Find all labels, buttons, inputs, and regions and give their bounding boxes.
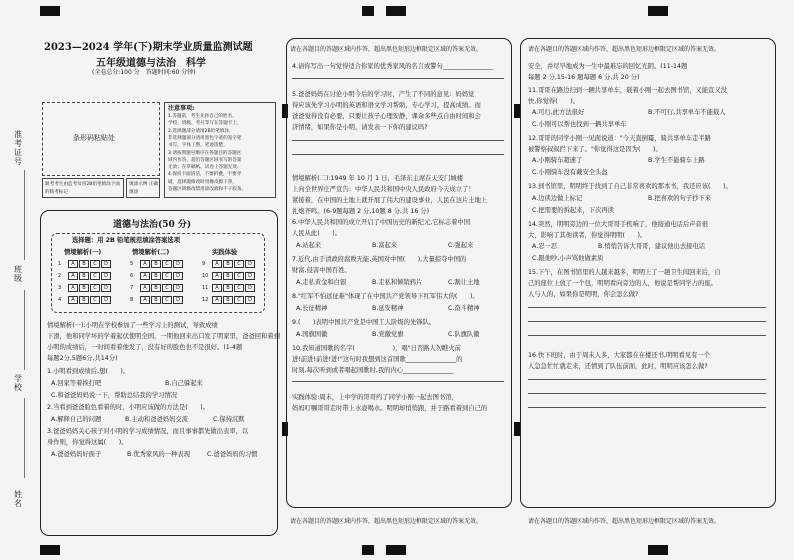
option-bubble[interactable]: C	[162, 284, 172, 292]
option-bubble[interactable]: A	[68, 260, 78, 268]
answer-area-notice: 请在各题目的答题区域内作答，超出黑色矩形边框限定区域的答案无效。	[290, 46, 483, 53]
question-number: 3	[58, 285, 62, 291]
option: C.跟他吵,小声骂他做素质	[532, 255, 604, 262]
choice-row[interactable]	[58, 296, 112, 304]
option-bubble[interactable]: C	[234, 272, 244, 280]
option: A.站起来	[296, 242, 322, 249]
note-line: 3.请按照题号顺序在各题目的答题区	[168, 150, 242, 156]
option-bubble[interactable]: D	[101, 272, 111, 280]
scenario-text: 每题2分,5题6分,共14分)	[47, 355, 118, 362]
exam-meta: (全卷总分:100 分 答题时间:60 分钟)	[92, 69, 196, 76]
option: B.走私和倾销鸦片	[372, 279, 423, 286]
scenario-text: 下滑，他和同学坏的学着起伏使明全国，一期他回来出口发了明家里，爸爸回和着到	[47, 333, 280, 340]
question-2: 2.当看到爸爸脸色看着的时，小明应该做的方法是( )。	[47, 404, 210, 411]
scenario-text: 妈妈叮嘱哥哥走时带上水壶喝水。明明却悄悄跟，并于路看着到自己的	[292, 405, 488, 412]
option-bubble[interactable]: A	[212, 260, 222, 268]
question-11: 快,你觉得( )。	[528, 98, 579, 105]
option: C.队旗队徽	[448, 331, 480, 338]
question-number: 11	[202, 285, 209, 291]
choice-row[interactable]	[202, 260, 256, 268]
answer-area-notice: 请在各题目的答题区域内作答，超出黑色矩形边框限定区域的答案无效。	[528, 46, 721, 53]
choice-row[interactable]	[130, 272, 184, 280]
option: B.主动和爸爸妈妈交流	[125, 416, 188, 423]
answer-line[interactable]	[292, 154, 504, 155]
option-bubble[interactable]: B	[151, 296, 161, 304]
question-12: 被警察叔叔拦下来了。"你觉得这是因为( )。	[528, 146, 662, 153]
option: A.国旗国徽	[296, 331, 328, 338]
question-4: 4.请你写出一句觉得适合你家的优秀家风的名言或警句________________	[292, 63, 494, 70]
option-bubble[interactable]: B	[79, 296, 89, 304]
question-5: 济情绪，如果你是小明，请发表一下你的建议吗?	[292, 124, 428, 131]
choice-row[interactable]	[58, 272, 112, 280]
option-bubble[interactable]: C	[162, 296, 172, 304]
option-bubble[interactable]: B	[223, 296, 233, 304]
absent-mark-area[interactable]: 缺考考生由监考员用2B铅笔填涂下面的缺考标记	[42, 178, 124, 198]
option-bubble[interactable]: B	[223, 260, 233, 268]
question-number: 6	[130, 273, 134, 279]
option-bubble[interactable]: C	[162, 260, 172, 268]
option: A.长征精神	[296, 305, 328, 312]
option: C.和爸爸妈妈说一下，帮助总结我的学习情况	[51, 392, 178, 399]
question-number: 8	[130, 297, 134, 303]
note-line: 域内作答，超出答题区域书写的答案	[168, 157, 242, 163]
option: B.悄悄告诉大哥哥，建议他出去接电话	[598, 243, 706, 250]
option-bubble[interactable]: C	[234, 284, 244, 292]
scenario-text: 小明的成绩后，一时间看着他发了，没有好的脸色也不是很好。(1-4题	[47, 344, 243, 351]
option: C.强起来	[448, 242, 474, 249]
option: A.小刚骑车超速了	[532, 157, 583, 164]
question-number: 12	[202, 297, 209, 303]
question-number: 4	[58, 297, 62, 303]
option-bubble[interactable]: B	[151, 284, 161, 292]
fill-example: 填涂示例 正确填涂	[126, 178, 160, 198]
question-1: 1.小明看到成绩后,想( )。	[47, 368, 130, 375]
option-bubble[interactable]: B	[79, 272, 89, 280]
option: A.边读边做上标记	[532, 195, 583, 202]
choice-row[interactable]	[58, 260, 112, 268]
question-5: 爸爸觉得没有必要，只要让孩子心理安静，课余多些点自由时间和会	[292, 113, 481, 120]
option-bubble[interactable]: C	[90, 272, 100, 280]
scenario-text: 礼炮齐鸣。(6-9题每题 2 分,10题 8 分,共 16 分)	[292, 208, 430, 215]
option: A.忍一忍	[532, 243, 558, 250]
choice-row[interactable]	[202, 284, 256, 292]
option-bubble[interactable]: C	[162, 272, 172, 280]
note-line: 破，选择题修改时用橡皮擦干净，	[168, 179, 237, 185]
option-bubble[interactable]: C	[90, 284, 100, 292]
option-bubble[interactable]: D	[101, 284, 111, 292]
answer-line[interactable]	[528, 307, 766, 308]
option-bubble[interactable]: C	[234, 296, 244, 304]
registration-mark	[386, 545, 406, 555]
choice-row[interactable]	[130, 260, 184, 268]
school-label: 学校	[14, 374, 22, 392]
option: B.学生不能骑车上路	[648, 157, 705, 164]
option-bubble[interactable]: A	[212, 284, 222, 292]
exam-subtitle: 五年级道德与法治 科学	[96, 58, 206, 69]
registration-mark	[386, 6, 406, 16]
option: A.解释自己的问题	[51, 416, 102, 423]
note-line: 学校、班级、考号等写在答题卡上，	[168, 121, 242, 127]
choice-row[interactable]	[130, 296, 184, 304]
question-number: 2	[58, 273, 62, 279]
scenario-text: 上向全世界庄严宣告：中华人民共和国中央人民政府今天成立了！	[292, 186, 475, 193]
notes-box: 注意事项: 1.答题前，考生先将自己的姓名、 学校、班级、考号等写在答题卡上， 2.选择题部分请用2B铅笔填涂， 非选择题部分请用黑色字迹的签字笔 书写，字体工整，笔迹清楚。 3.请按照题号顺序在各题目的答题区 域内作答，超出答题区域书写的答案 无效；在草稿纸、试卷上答题无效。 4.保持卡面清洁，不要折叠，不要弄 破，选择题修改时用橡皮擦干净， 答题区域修改禁用涂改液和不干胶条。	[164, 102, 276, 198]
option: A.爸爸妈妈好面子	[51, 451, 102, 458]
note-line: 非选择题部分请用黑色字迹的签字笔	[168, 135, 242, 141]
option: C.把需要的拆起来，下次再读	[532, 207, 614, 214]
option-bubble[interactable]: B	[79, 260, 89, 268]
question-10: 时刻,每次听到或者唱起国歌时,我的内心________________	[292, 367, 454, 374]
scenario-text: 紧接着，在中国的土地上就开展了伟大的建设事业，人民在这片土地上	[292, 197, 488, 204]
scenario-text: 情境解析(二):1949 年 10 月 1 日，毛泽东主席在天安门城楼	[292, 175, 464, 182]
answer-line[interactable]	[528, 321, 766, 322]
registration-mark	[362, 545, 374, 555]
question-3-cont: 身作则，你觉得这属( )。	[47, 439, 128, 446]
note-line: 4.保持卡面清洁，不要折叠，不要弄	[168, 172, 242, 178]
answer-area-notice: 请在各题目的答题区域内作答，超出黑色矩形边框限定区域的答案无效。	[290, 518, 483, 525]
answer-area-notice: 请在各题目的答题区域内作答，超出黑色矩形边框限定区域的答案无效。	[528, 518, 721, 525]
binding-strip	[0, 20, 34, 540]
section-title: 道德与法治(50 分)	[113, 220, 192, 230]
question-15: 己的座位上放了一个包，明明看向旁边的人，他说是帮同学占的座。	[528, 280, 717, 287]
question-number: 5	[130, 261, 134, 267]
question-5: 得应该先学习小明的英语和语文学习帮助，专心学习，提高成绩。而	[292, 102, 481, 109]
question-14: 大，影响了其他读者，你觉得明明( )。	[528, 232, 647, 239]
option-bubble[interactable]: B	[223, 284, 233, 292]
option-bubble[interactable]: D	[245, 296, 255, 304]
column-1	[38, 18, 280, 540]
registration-mark	[362, 6, 374, 16]
option: A.走私黄金和白银	[296, 279, 347, 286]
option: B.富起来	[372, 242, 398, 249]
option-bubble[interactable]: A	[140, 260, 150, 268]
question-number: 7	[130, 285, 134, 291]
answer-line[interactable]	[528, 393, 766, 394]
question-5: 5.爸爸妈妈在讨论小明今后的学习时，产生了不同的意见：妈妈觉	[292, 91, 475, 98]
option-bubble[interactable]: B	[151, 260, 161, 268]
registration-mark	[648, 545, 668, 555]
option-bubble[interactable]: D	[173, 260, 183, 268]
option-bubble[interactable]: A	[212, 272, 222, 280]
note-line: 1.答题前，考生先将自己的姓名、	[168, 114, 237, 119]
option: B.不可行,共享单车不能载人	[648, 109, 726, 116]
scenario-text: 实践体验:周末，上中学的哥哥约了同学小刚一起去图书馆，	[292, 394, 458, 401]
option: C.小刚可以帮也找到一辆共享单车	[532, 121, 627, 128]
note-line: 答题区域修改禁用涂改液和不干胶条。	[168, 187, 247, 192]
answer-line[interactable]	[528, 379, 766, 380]
question-number: 1	[58, 261, 62, 267]
option: C.保持沉默	[213, 416, 245, 423]
answer-line[interactable]	[292, 78, 504, 79]
question-6-cont: 人民从此( )。	[292, 230, 341, 237]
question-9: 9.( )表明中国共产党是中国工人阶级的先锋队。	[292, 319, 436, 326]
option-bubble[interactable]: A	[68, 296, 78, 304]
option: B.把喜欢的句子抄下来	[648, 195, 711, 202]
option: A.可行,此方法很好	[532, 109, 585, 116]
question-3: 3.爸爸妈妈关心孩子对小明的学习成绩情况，而且事事都先做出表率，以	[47, 428, 249, 435]
option-bubble[interactable]: A	[68, 284, 78, 292]
option: A.回家等着挨打吧	[51, 380, 102, 387]
question-number: 10	[202, 273, 209, 279]
question-16: 16.快下班时，由于周末人多，大家都在在楼还书,明明看见有一个	[528, 352, 711, 359]
option-bubble[interactable]: D	[101, 296, 111, 304]
note-line: 2.选择题部分请用2B铅笔填涂，	[168, 128, 234, 134]
scenario-text: 情境解析(一):小明在学校参加了一些学习上的测试，导致成绩	[47, 322, 218, 329]
question-7: 7.近代,由于清政府腐败无能,英国对中国( ),大量掠夺中国的	[292, 256, 467, 263]
option-bubble[interactable]: C	[90, 296, 100, 304]
option: C.爸爸妈妈的习惯	[207, 451, 258, 458]
question-6: 6.中华人民共和国的成立开启了中国历史的新纪元,它标志着中国	[292, 219, 471, 226]
option-bubble[interactable]: D	[245, 284, 255, 292]
question-15: 15.下午，在图书馆里的人越来越多，明明上了一趟卫生间回来后，自	[528, 269, 721, 276]
registration-mark	[40, 545, 60, 555]
option-bubble[interactable]: D	[101, 260, 111, 268]
option: C.奋斗精神	[448, 305, 480, 312]
option-bubble[interactable]: B	[151, 272, 161, 280]
barcode-area: 条形码粘贴处	[42, 102, 160, 176]
option-bubble[interactable]: D	[245, 260, 255, 268]
exam-number-label: 准考证号	[14, 130, 22, 166]
question-11: 11.哥哥在路边扫到一辆共享单车，载着小刚一起去图书馆，又能宣又没	[528, 87, 727, 94]
scenario-text: 每题 2 分,15-16 题每题 6 分,共 20 分)	[528, 74, 640, 81]
option-bubble[interactable]: A	[212, 296, 222, 304]
note-line: 无效；在草稿纸、试卷上答题无效。	[168, 165, 242, 171]
option-bubble[interactable]: C	[90, 260, 100, 268]
choice-grid: 选择题：用 2B 铅笔规范填涂答案选项 情境解析(一) 情境解析(二) 实践体验 1 A B C D 5 A B C D 9 A B C D 2 A B C D 6 A B C D 10 A B C D 3 A B C D 7 A B C D 11 A B C D 4 A B C D 8 A B C D 12 A B C D	[51, 233, 265, 313]
option-bubble[interactable]: D	[173, 284, 183, 292]
option: B.延安精神	[372, 305, 404, 312]
option: C.割让土地	[448, 279, 480, 286]
exam-title: 2023—2024 学年(下)期末学业质量监测试题	[44, 42, 253, 53]
question-8: 8."红军不怕远征难"体现了在中国共产党领导下红军伟大的( )。	[292, 293, 479, 300]
registration-mark	[40, 6, 60, 16]
option-bubble[interactable]: A	[140, 296, 150, 304]
note-line: 书写，字体工整，笔迹清楚。	[168, 143, 228, 149]
option-bubble[interactable]: D	[173, 272, 183, 280]
option: B.自己躲起来	[165, 380, 203, 387]
answer-line[interactable]	[292, 140, 504, 141]
option: C.小刚骑车没有戴安全头盔	[532, 169, 608, 176]
choice-row[interactable]	[58, 284, 112, 292]
option-bubble[interactable]: D	[173, 296, 183, 304]
option-bubble[interactable]: B	[79, 284, 89, 292]
choice-row[interactable]	[202, 272, 256, 280]
option-bubble[interactable]: A	[68, 272, 78, 280]
option-bubble[interactable]: A	[140, 272, 150, 280]
question-7-cont: 财富,侵害中国百姓。	[292, 267, 351, 274]
class-label: 班级	[14, 265, 22, 283]
question-number: 9	[202, 261, 206, 267]
answer-line[interactable]	[292, 381, 504, 382]
option-bubble[interactable]: C	[234, 260, 244, 268]
option-bubble[interactable]: B	[223, 272, 233, 280]
section-frame	[40, 210, 278, 536]
question-10: 进!前进!前进!进!"这句时我想到这首国歌________________的	[292, 356, 463, 363]
answer-line[interactable]	[528, 407, 766, 408]
question-15: 人与人的，如果你是明明，你会怎么做?	[528, 291, 639, 298]
scenario-text: 安全，并尽早地成为一生中最难忘的回忆光阴。(11-14题	[528, 63, 688, 70]
option: B.党徽党旗	[372, 331, 404, 338]
question-13: 13.到书馆里，明明终于找到了自己非常喜欢的那本书，我还应该( )。	[528, 183, 732, 190]
choice-row[interactable]	[202, 296, 256, 304]
question-16: 人急急忙忙就走来，还情到了队伍前面，此时，明明应该怎么做?	[528, 363, 708, 370]
registration-mark	[648, 6, 668, 16]
question-14: 14.突然，明明旁边的一位大哥哥手机响了，他接通电话后声音很	[528, 221, 709, 228]
choice-row[interactable]	[130, 284, 184, 292]
name-label: 姓名	[14, 490, 22, 508]
option-bubble[interactable]: A	[140, 284, 150, 292]
option-bubble[interactable]: D	[245, 272, 255, 280]
question-12: 12.哥哥的同学小刚一见面说道："今天直倒霉，骑共享单车走半路	[528, 135, 711, 142]
option: B.优秀家风的一种表现	[127, 451, 190, 458]
question-10: 10.我知道国歌的名字( )，唱"日否路人勿瞧火前	[292, 345, 461, 352]
answer-line[interactable]	[528, 335, 766, 336]
